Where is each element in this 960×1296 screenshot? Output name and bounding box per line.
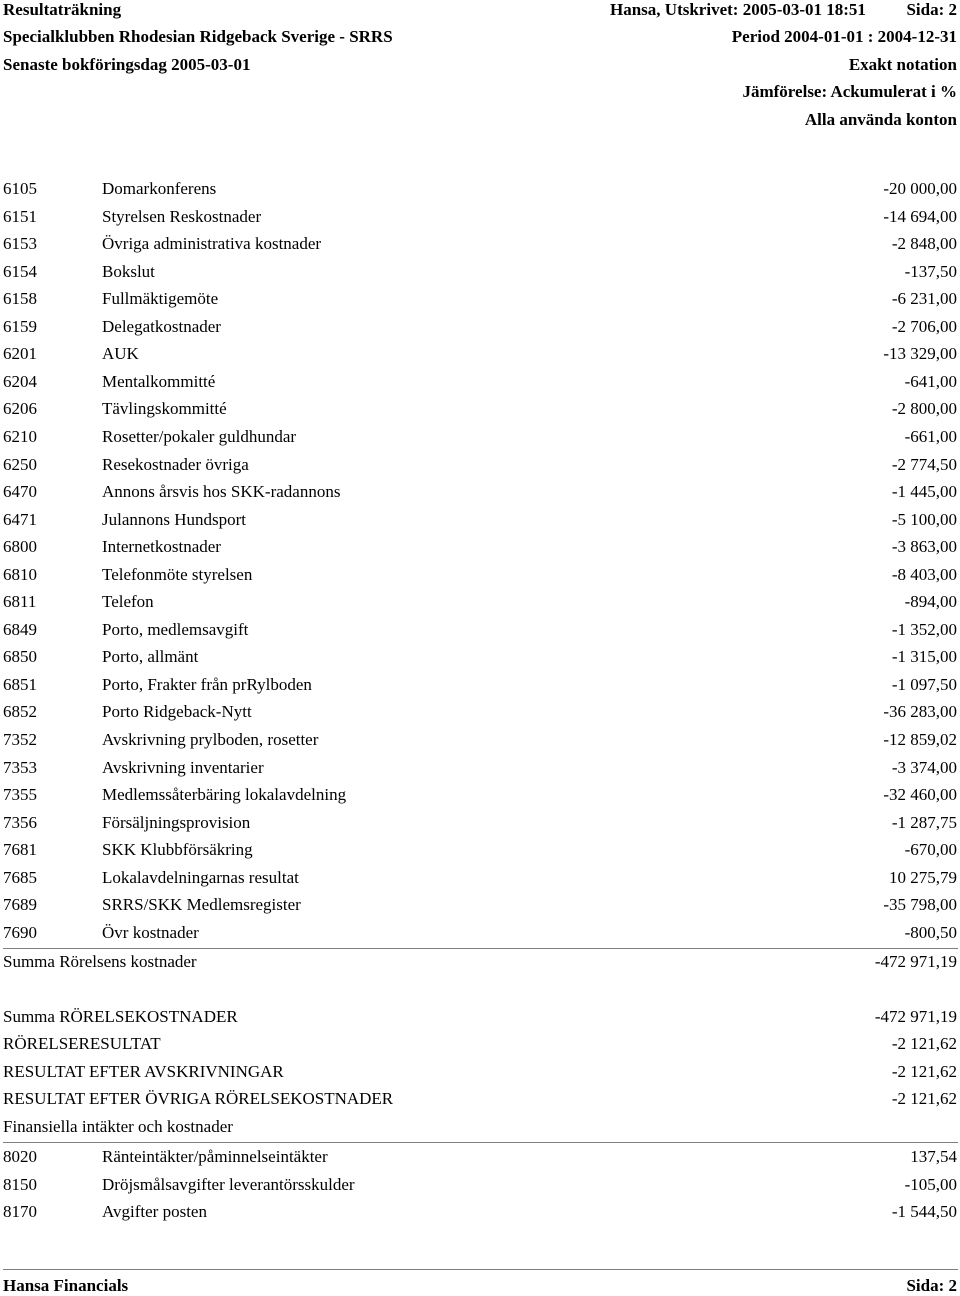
account-number: 6159 [3,316,37,336]
account-amount: -800,50 [904,922,957,942]
account-amount: -137,50 [904,261,957,281]
account-amount: -12 859,02 [883,730,957,749]
account-amount: -1 287,75 [891,812,957,832]
account-name: Mentalkommitté [102,371,216,391]
account-amount: -1 445,00 [891,482,957,502]
account-name: Rosetter/pokaler guldhundar [102,426,297,446]
account-number: 6471 [3,509,37,529]
account-number: 7355 [3,785,37,805]
account-number: 6850 [3,647,37,667]
table-row [0,535,960,559]
table-row [0,232,960,256]
account-name: Försäljningsprovision [102,812,251,832]
summary-label: RÖRELSERESULTAT [3,1034,161,1053]
account-name: Fullmäktigemöte [102,289,219,309]
summary-label: RESULTAT EFTER AVSKRIVNINGAR [3,1062,284,1081]
account-name: Övr kostnader [102,922,199,942]
account-amount: -661,00 [904,426,957,446]
account-number: 6852 [3,702,37,722]
table-row [0,728,960,752]
account-name: Ränteintäkter/påminnelseintäkter [102,1147,328,1166]
account-name: Telefon [102,592,154,612]
table-row [0,480,960,504]
last-booking-date: Senaste bokföringsdag 2005-03-01 [3,55,251,74]
sum-label: Summa Rörelsens kostnader [3,952,197,971]
account-amount: -20 000,00 [883,179,957,198]
account-number: 7685 [3,867,37,887]
account-number: 6158 [3,289,37,309]
report-title: Resultaträkning [3,0,122,19]
table-row [0,453,960,477]
account-number: 6151 [3,206,37,226]
table-row [0,260,960,284]
account-number: 6250 [3,454,37,474]
period: Period 2004-01-01 : 2004-12-31 [731,27,957,46]
table-row [0,838,960,862]
account-name: Lokalavdelningarnas resultat [102,867,299,887]
summary-row [0,1005,960,1029]
finance-heading-label: Finansiella intäkter och kostnader [3,1117,233,1136]
account-name: Avgifter posten [102,1202,207,1221]
summary-row [0,1060,960,1084]
account-name: Domarkonferens [102,179,217,198]
table-row [0,783,960,807]
notation: Exakt notation [848,55,957,74]
account-name: Resekostnader övriga [102,454,249,474]
account-amount: -35 798,00 [883,895,957,915]
table-row [0,893,960,917]
account-number: 6851 [3,674,37,694]
account-name: Porto, Frakter från prRylboden [102,674,312,694]
account-amount: -5 100,00 [891,509,957,529]
table-row [0,700,960,724]
account-name: Porto, allmänt [102,647,199,667]
account-number: 6800 [3,537,37,557]
account-amount: -1 315,00 [891,647,957,667]
organization-name: Specialklubben Rhodesian Ridgeback Sverige - SRRS [3,27,393,46]
account-amount: 10 275,79 [889,867,957,887]
account-amount: -1 097,50 [891,674,957,694]
account-amount: -2 774,50 [891,454,957,474]
table-row [0,370,960,394]
account-amount: -32 460,00 [883,785,957,805]
account-number: 6811 [3,592,37,612]
table-row [0,645,960,669]
account-amount: -105,00 [904,1174,957,1194]
account-amount: -641,00 [904,371,957,391]
comparison: Jämförelse: Ackumulerat i % [742,82,957,101]
account-amount: -2 848,00 [891,234,957,254]
table-row [0,1200,960,1224]
footer-page-number: Sida: 2 [906,1276,957,1295]
table-row [0,205,960,229]
account-number: 6105 [3,179,37,198]
account-amount: -36 283,00 [883,702,957,722]
account-number: 8020 [3,1147,37,1166]
table-row [0,342,960,366]
account-name: Porto Ridgeback-Nytt [102,702,252,722]
table-row [0,866,960,890]
account-number: 8170 [3,1202,37,1221]
table-row [0,508,960,532]
account-number: 6210 [3,426,37,446]
table-row [0,287,960,311]
account-name: Porto, medlemsavgift [102,619,249,639]
account-amount: -6 231,00 [891,289,957,309]
footer-brand: Hansa Financials [3,1276,129,1295]
account-name: Avskrivning inventarier [102,757,264,777]
account-amount: -2 800,00 [891,399,957,419]
summary-amount: -472 971,19 [874,1007,957,1026]
printed-info: Hansa, Utskrivet: 2005-03-01 18:51 [610,0,866,19]
table-row [0,1145,960,1169]
account-name: Styrelsen Reskostnader [102,206,262,226]
account-amount: -14 694,00 [883,206,957,226]
table-row [0,673,960,697]
account-number: 8150 [3,1174,37,1194]
table-row [0,177,960,201]
account-number: 7352 [3,730,37,749]
table-row [0,397,960,421]
sum-amount: -472 971,19 [874,952,957,971]
table-row [0,756,960,780]
account-number: 6153 [3,234,37,254]
table-row [0,921,960,945]
footer-divider [3,1269,958,1270]
account-name: SRRS/SKK Medlemsregister [102,895,301,915]
account-number: 7356 [3,812,37,832]
table-row [0,425,960,449]
account-amount: -8 403,00 [891,564,957,584]
account-name: Tävlingskommitté [102,399,227,419]
summary-label: Summa RÖRELSEKOSTNADER [3,1007,238,1026]
account-number: 7689 [3,895,37,915]
account-name: Telefonmöte styrelsen [102,564,253,584]
summary-label: RESULTAT EFTER ÖVRIGA RÖRELSEKOSTNADER [3,1089,394,1108]
account-name: Bokslut [102,261,155,281]
account-amount: -1 352,00 [891,619,957,639]
summary-row [0,1087,960,1111]
account-name: Övriga administrativa kostnader [102,234,322,254]
account-amount: -670,00 [904,840,957,860]
account-name: Internetkostnader [102,537,221,557]
account-name: Avskrivning prylboden, rosetter [102,730,319,749]
table-row [0,1173,960,1197]
accounts-scope: Alla använda konton [804,110,957,129]
account-name: Julannons Hundsport [102,509,247,529]
account-number: 6470 [3,482,37,502]
account-amount: -894,00 [904,592,957,612]
account-name: Medlemssåterbäring lokalavdelning [102,785,347,805]
summary-row [0,1032,960,1056]
summary-amount: -2 121,62 [891,1034,957,1053]
account-amount: -2 706,00 [891,316,957,336]
sum-row [0,950,960,974]
table-row [0,563,960,587]
account-amount: 137,54 [910,1147,957,1166]
summary-amount: -2 121,62 [891,1089,957,1108]
account-name: SKK Klubbförsäkring [102,840,253,860]
table-row [0,590,960,614]
divider [3,1142,958,1143]
page-number: Sida: 2 [906,0,957,19]
account-amount: -13 329,00 [883,344,957,364]
account-number: 6810 [3,564,37,584]
account-number: 6849 [3,619,37,639]
account-name: Dröjsmålsavgifter leverantörsskulder [102,1174,355,1194]
summary-amount: -2 121,62 [891,1062,957,1081]
account-number: 6154 [3,261,37,281]
table-row [0,315,960,339]
account-name: AUK [102,344,139,364]
table-row [0,618,960,642]
account-amount: -1 544,50 [891,1202,957,1221]
account-number: 6206 [3,399,37,419]
finance-heading [0,1115,960,1139]
table-row [0,811,960,835]
account-name: Delegatkostnader [102,316,221,336]
account-name: Annons årsvis hos SKK-radannons [102,482,341,502]
account-number: 6201 [3,344,37,364]
account-number: 7353 [3,757,37,777]
account-number: 7681 [3,840,37,860]
account-number: 6204 [3,371,37,391]
account-number: 7690 [3,922,37,942]
divider [3,948,958,949]
account-amount: -3 374,00 [891,757,957,777]
account-amount: -3 863,00 [891,537,957,557]
